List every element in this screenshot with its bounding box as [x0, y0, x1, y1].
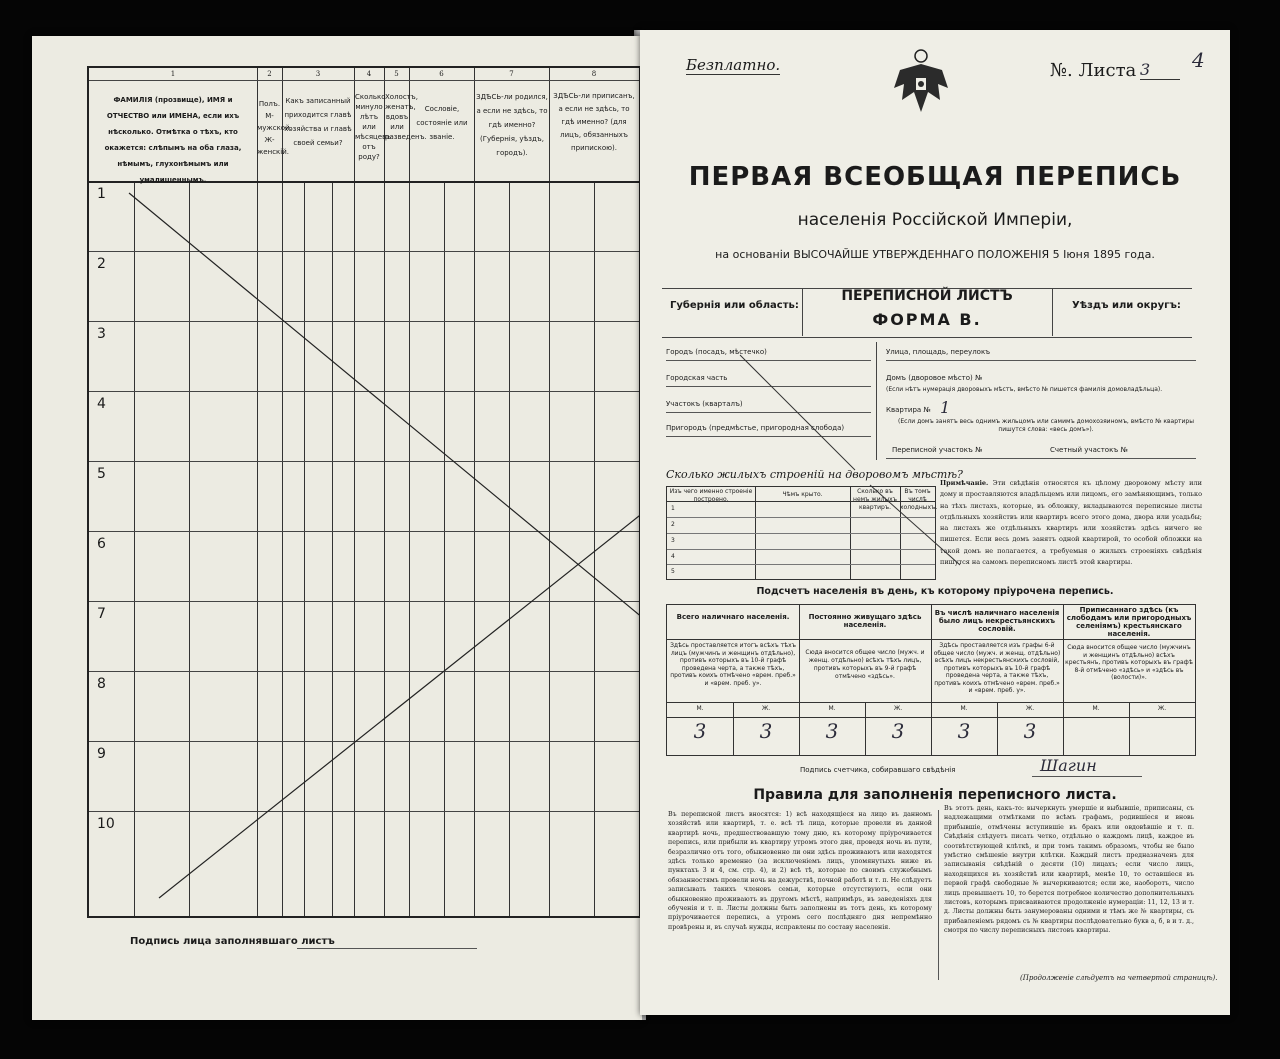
col-header-relation: Какъ записанный приходится главѣ хозяйства и главѣ своей семьи? [284, 97, 352, 147]
signature-label: Подпись лица заполнявшаго листъ [130, 936, 335, 947]
buildings-row-number: 2 [671, 521, 675, 528]
apartment-note: (Если домъ занятъ весь однимъ жильцомъ или самимъ домохозяиномъ, вмѣсто № квартиры пишутся слова: «весь домъ»). [898, 418, 1194, 433]
note-title: Примѣчаніе. [940, 479, 989, 487]
pop-description: Сюда вносится общее число (мужч. и женщ. отдѣльно) всѣхъ тѣхъ лицъ, противъ которыхъ въ 9-й графѣ отмѣчено «здѣсь». [805, 649, 925, 680]
row-number: 5 [97, 466, 106, 482]
pop-value: 3 [693, 719, 707, 743]
col-number: 2 [267, 70, 272, 78]
pop-header: Въ числѣ наличнаго населенія было лицъ некрестьянскихъ сословій. [934, 609, 1060, 633]
col-header-marital: Холостъ, женатъ, вдовъ или разведенъ. [385, 93, 427, 141]
rules-column-2 [944, 804, 1194, 969]
col-header-birthplace: ЗДѢСЬ-ли родился, а если не здѣсь, то гдѣ именно? (Губернія, уѣздъ, городъ). [476, 93, 548, 157]
form-title: ПЕРЕПИСНОЙ ЛИСТЪ [841, 288, 1013, 304]
row-number: 7 [97, 606, 106, 622]
pop-value: 3 [825, 719, 839, 743]
pop-divider [1063, 605, 1064, 755]
note-text: Эти свѣдѣнія относятся къ цѣлому дворовому мѣсту или дому и проставляются владѣльцемъ или лицомъ, его замѣняющимъ, только на тѣхъ листахъ, которые, въ обложку, вкладываются переписные листы отдѣльныхъ хозяйствъ или квартиръ всего этого дома, двора или усадьбы; на листахъ же отдѣльныхъ квартиръ или хозяйствъ здѣсь ничего не пишется. Если весь домъ занятъ одной квартирой, то особой обложки на такой домъ не полагается, а требуемыя о жилыхъ строеніяхъ свѣдѣнія пишутся на самомъ переписномъ листѣ этой квартиры. [940, 479, 1202, 567]
right-page [640, 30, 1230, 1015]
signature-line [1032, 776, 1142, 777]
household-roster-table [87, 66, 641, 918]
field-district-part-label: Городская часть [666, 374, 728, 382]
row-number: 3 [97, 326, 106, 342]
census-title: ПЕРВАЯ ВСЕОБЩАЯ ПЕРЕПИСЬ [688, 162, 1182, 192]
corner-mark: 4 [1192, 48, 1205, 72]
field-suburb-label: Пригородъ (предмѣстье, пригородная слобода) [666, 424, 845, 432]
row-number: 9 [97, 746, 106, 762]
row-number: 10 [97, 816, 115, 832]
sex-label: Ж. [761, 705, 771, 712]
rules-title: Правила для заполненія переписного листа. [753, 787, 1117, 803]
field-ward-label: Участокъ (кварталъ) [666, 400, 743, 408]
buildings-header: Въ томъ числѣ холодныхъ. [900, 488, 938, 511]
sex-label: М. [960, 705, 968, 712]
buildings-row-number: 3 [671, 537, 675, 544]
row-number: 8 [97, 676, 106, 692]
row-number: 1 [97, 186, 106, 202]
col-number: 8 [591, 70, 597, 78]
province-label: Губернія или область: [670, 300, 799, 311]
col-number: 5 [394, 70, 399, 78]
col-number: 1 [170, 70, 176, 78]
field-city-label: Городъ (посадъ, мѣстечко) [666, 348, 767, 356]
pop-value: 3 [957, 719, 971, 743]
apartment-label: Квартира № [886, 406, 931, 414]
signature-line [297, 948, 477, 949]
census-section-label: Переписной участокъ № [892, 446, 983, 454]
census-subtitle: населенія Россійской Имперіи, [797, 210, 1073, 230]
col-header-estate: Сословіе, состояніе или званіе. [416, 105, 468, 141]
census-basis: на основаніи ВЫСОЧАЙШЕ УТВЕРЖДЕННАГО ПОЛОЖЕНІЯ 5 Іюня 1895 года. [715, 248, 1155, 261]
left-page [32, 36, 642, 1020]
pop-header: Приписаннаго здѣсь (къ слободамъ или пригородныхъ селеніямъ) крестьянскаго населенія. [1066, 606, 1192, 638]
pop-header: Постоянно живущаго здѣсь населенія. [808, 613, 922, 629]
pop-line [667, 639, 1195, 640]
pop-value: 3 [1023, 719, 1037, 743]
pop-value: 3 [759, 719, 773, 743]
col-header-name: ФАМИЛІЯ (прозвище), ИМЯ и ОТЧЕСТВО или ИМЕНА, если ихъ нѣсколько. Отмѣтка о тѣхъ, кто окажется: слѣпымъ на оба глаза, нѣмымъ, глухонѣмымъ или умалишеннымъ. [104, 96, 242, 184]
row-number: 4 [97, 396, 106, 412]
sex-label: М. [696, 705, 704, 712]
pop-line [667, 702, 1195, 703]
buildings-header: Сколько въ немъ жилыхъ квартиръ. [853, 488, 897, 511]
col-number: 7 [509, 70, 514, 78]
rules-continued: (Продолженіе слѣдуетъ на четвертой страницѣ). [1020, 974, 1218, 982]
buildings-question: Сколько жилыхъ строеній на дворовомъ мѣстѣ? [666, 468, 963, 481]
apartment-value: 1 [940, 398, 951, 417]
buildings-row-number: 5 [671, 568, 675, 575]
pop-description: Здѣсь проставляется изъ графы 6-й общее число (мужч. и женщ. отдѣльно) всѣхъ лицъ некрестьянскихъ сословій, противъ которыхъ въ 10-й графѣ проведена черта, а также тѣхъ, противъ коихъ отмѣчено «врем. преб.» и «врем. преб. у». [933, 642, 1061, 694]
pop-header: Всего наличнаго населенія. [676, 613, 790, 621]
counting-section-label: Счетный участокъ № [1050, 446, 1128, 454]
col-number: 6 [439, 70, 444, 78]
sheet-number-value: 3 [1140, 60, 1180, 80]
buildings-row-number: 1 [671, 505, 675, 512]
sex-label: М. [828, 705, 836, 712]
col-number: 4 [366, 70, 372, 78]
sex-label: Ж. [893, 705, 903, 712]
col-number: 3 [315, 70, 321, 78]
district-label: Уѣздъ или округъ: [1072, 300, 1181, 311]
sex-label: М. [1092, 705, 1100, 712]
pop-description: Сюда вносится общее число (мужчинъ и женщинъ отдѣльно) всѣхъ крестьянъ, противъ которыхъ въ графѣ 8-й отмѣчено «здѣсь» и «здѣсь въ (волости)». [1065, 644, 1193, 681]
buildings-header: Изъ чего именно строеніе построено. [669, 488, 753, 503]
sex-label: Ж. [1157, 705, 1167, 712]
pop-description: Здѣсь проставляется итогъ всѣхъ тѣхъ лицъ (мужчинъ и женщинъ отдѣльно), противъ которыхъ въ 10-й графѣ проведена черта, а также тѣхъ, противъ коихъ отмѣчено «врем. преб.» и «врем. преб. у». [670, 642, 796, 687]
pop-value: 3 [891, 719, 905, 743]
rules-column-1 [668, 810, 939, 980]
house-label: Домъ (дворовое мѣсто) № [886, 374, 983, 382]
enumerator-signature: Шагин [1040, 756, 1097, 775]
rules-text-2: Въ этотъ день, какъ-то: вычеркнуть умершіе и выбывшіе, приписаны, съ надлежащими отмѣтками по всѣмъ графамъ, родившіеся и вновь прибывшіе, отмѣчены вступившіе въ бракъ или овдовѣвшіе и т. п. Свѣдѣнія слѣдуетъ писать четко, отдѣльно о каждомъ лицѣ, каждое въ соотвѣтствующей клѣткѣ, и при томъ такимъ образомъ, чтобы не было умѣстно смѣшеніе внутри клѣтки. Каждый листъ предназначенъ для записыванія свѣдѣній о десяти (10) лицахъ; если число лицъ, находящихся въ хозяйствѣ или квартирѣ, менѣе 10, то оставшіеся въ первой графѣ свободные № вычеркиваются; если же, наоборотъ, число лицъ превышаетъ 10, то берется потребное количество дополнительныхъ листовъ, которымъ присваиваются продолженіе нумераціи: 11, 12, 13 и т. д. Листы должны быть занумерованы одними и тѣмъ же № квартиры, съ прибавленіемъ рядомъ съ № квартиры послѣдовательно букв а, б, в и т. д., смотря по числу переписныхъ листовъ квартиры. [944, 805, 1194, 935]
row-number: 2 [97, 256, 106, 272]
population-heading: Подсчетъ населенія въ день, къ которому пріурочена перепись. [756, 586, 1114, 597]
free-label: Безплатно. [686, 56, 781, 74]
col-header-sex: Полъ. М-мужской. Ж-женскій. [257, 100, 292, 156]
buildings-header: Чѣмъ крыто. [782, 491, 823, 498]
col-header-registration: ЗДѢСЬ-ли приписанъ, а если не здѣсь, то гдѣ именно? (для лицъ, обязанныхъ припискою). [553, 92, 635, 152]
population-table [666, 604, 1196, 756]
enumerator-label: Подпись счетчика, собиравшаго свѣдѣнія [800, 766, 956, 774]
buildings-row-number: 4 [671, 553, 675, 560]
street-label: Улица, площадь, переулокъ [886, 348, 991, 356]
col-header-age: Сколько минуло лѣтъ или мѣсяцевъ отъ роду? [355, 93, 392, 161]
sheet-number-label: №. Листа [1050, 60, 1137, 81]
row-number: 6 [97, 536, 106, 552]
rules-text-1: Въ переписной листъ вносятся: 1) всѣ находящіеся на лицо въ данномъ хозяйствѣ или квартирѣ, т. е. всѣ тѣ лица, которые провели въ данной квартирѣ ночь, предшествовавшую тому дню, къ которому пріурочивается перепись, или прибыли въ квартиру утромъ этого дня, проведя ночь въ пути, безразлично отъ того, обыкновенно ли они здѣсь проживаютъ или находятся здѣсь только временно (за исключеніемъ лицъ, упомянутыхъ ниже въ пунктахъ 3 и 4, см. стр. 4), и 2) всѣ тѣ, которые по своимъ служебнымъ обязанностямъ провели ночь на дежурствѣ, почной работѣ и т. п. Не слѣдуетъ записывать такихъ членовъ семьи, которые отсутствуютъ, если они обыкновенно проживаютъ въ другомъ мѣстѣ, напримѣръ, въ заведеніяхъ для обученія и т. п. Листы должны быть заполнены въ тотъ день, къ которому пріурочивается перепись, а утромъ сего послѣдняго дня непремѣнно провѣрены и, въ случаѣ нужды, исправлены по составу населенія. [668, 811, 932, 931]
form-name: ФОРМА В. [872, 310, 982, 329]
cross-out-strokes [89, 68, 639, 916]
pop-line [667, 717, 1195, 718]
sex-label: Ж. [1025, 705, 1035, 712]
house-note: (Если нѣтъ нумерація дворовыхъ мѣстъ, вмѣсто № пишется фамилія домовладѣльца). [886, 386, 1163, 393]
